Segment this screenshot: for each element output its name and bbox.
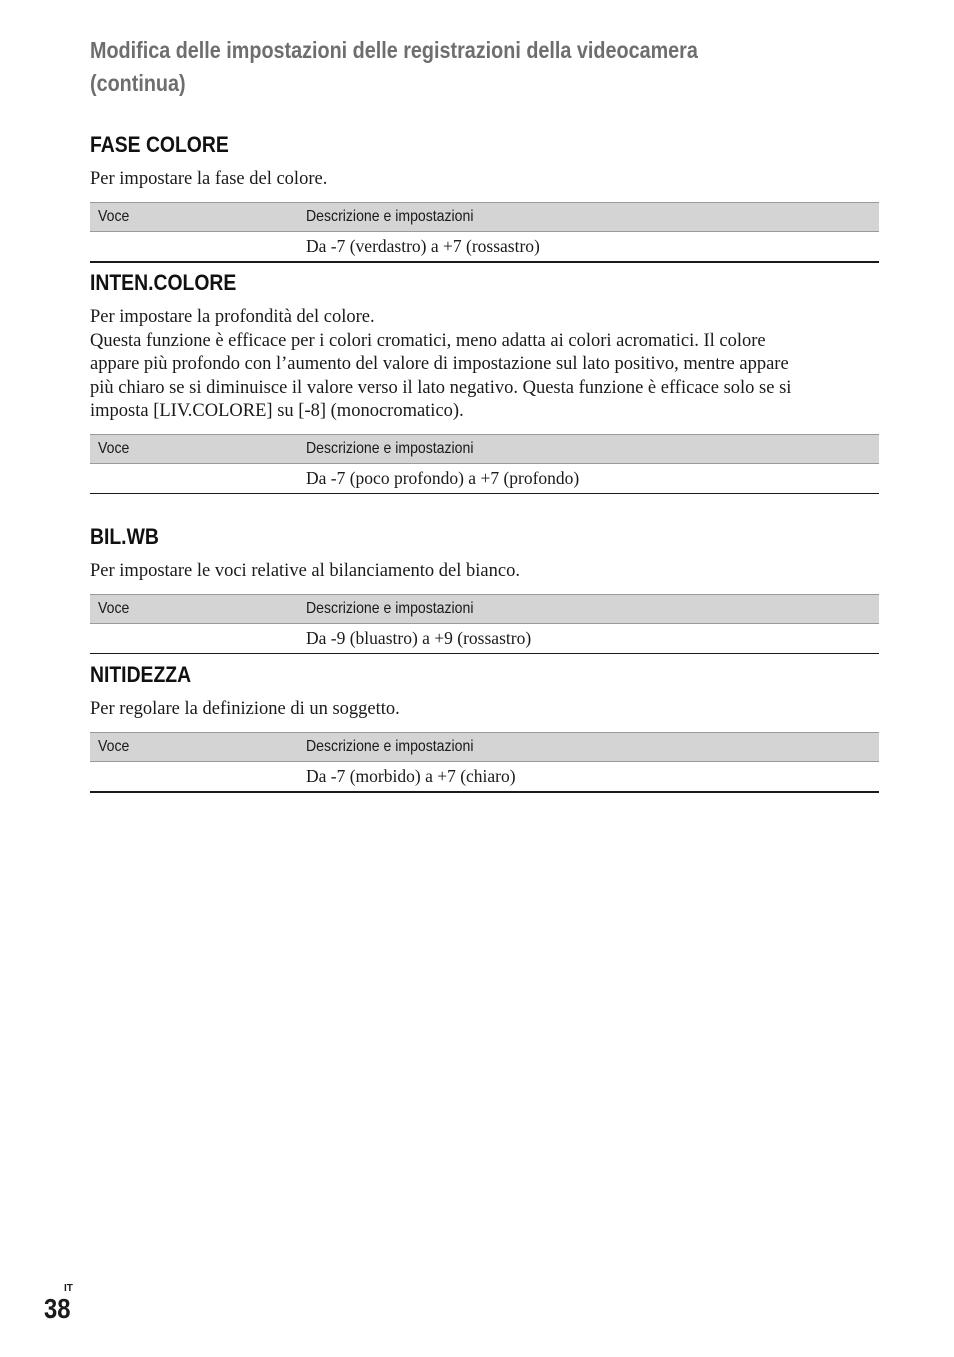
header-descrizione: Descrizione e impostazioni <box>298 202 879 231</box>
section-fase-colore <box>90 132 879 263</box>
header-descrizione: Descrizione e impostazioni <box>298 434 879 463</box>
description-line: più chiaro se si diminuisce il valore verso il lato negativo. Questa funzione è efficace solo se si <box>90 377 792 398</box>
cell-voce <box>90 231 298 262</box>
header-voce: Voce <box>90 202 298 231</box>
settings-table <box>90 202 879 263</box>
table-header-row <box>90 594 879 623</box>
cell-voce <box>90 623 298 653</box>
section-heading: BIL.WB <box>90 524 159 549</box>
header-voce: Voce <box>90 732 298 761</box>
section-heading: FASE COLORE <box>90 132 229 157</box>
section-heading: INTEN.COLORE <box>90 270 237 295</box>
table-header-row <box>90 202 879 231</box>
page-title-line-2: (continua) <box>90 70 186 96</box>
description-line: imposta [LIV.COLORE] su [-8] (monocromatico). <box>90 401 464 421</box>
cell-descrizione: Da -7 (verdastro) a +7 (rossastro) <box>298 231 879 262</box>
description-line: Per regolare la definizione di un soggetto. <box>90 699 400 719</box>
cell-descrizione: Da -9 (bluastro) a +9 (rossastro) <box>298 623 879 653</box>
table-row <box>90 623 879 653</box>
section-inten-colore <box>90 270 879 494</box>
section-description <box>90 560 879 584</box>
settings-table <box>90 732 879 793</box>
table-header-row <box>90 732 879 761</box>
cell-voce <box>90 761 298 792</box>
settings-table <box>90 594 879 654</box>
section-description <box>90 306 879 424</box>
section-description <box>90 168 879 192</box>
header-descrizione: Descrizione e impostazioni <box>298 594 879 623</box>
description-line: appare più profondo con l’aumento del valore di impostazione sul lato positivo, mentre appare <box>90 354 789 374</box>
description-line: Questa funzione è efficace per i colori cromatici, meno adatta ai colori acromatici. Il colore <box>90 330 766 351</box>
section-nitidezza <box>90 662 879 793</box>
description-line: Per impostare le voci relative al bilanciamento del bianco. <box>90 561 520 581</box>
description-line: Per impostare la fase del colore. <box>90 169 328 189</box>
section-description <box>90 698 879 722</box>
cell-descrizione: Da -7 (poco profondo) a +7 (profondo) <box>298 463 879 493</box>
header-voce: Voce <box>90 594 298 623</box>
section-heading: NITIDEZZA <box>90 662 192 687</box>
page-language-code: IT <box>64 1283 73 1294</box>
section-bil-wb <box>90 524 879 654</box>
settings-table <box>90 434 879 494</box>
cell-voce <box>90 463 298 493</box>
header-voce: Voce <box>90 434 298 463</box>
page-title-line-1: Modifica delle impostazioni delle registrazioni della videocamera <box>90 37 698 63</box>
page-title <box>90 34 778 100</box>
table-row <box>90 231 879 262</box>
table-row <box>90 761 879 792</box>
table-row <box>90 463 879 493</box>
table-header-row <box>90 434 879 463</box>
cell-descrizione: Da -7 (morbido) a +7 (chiaro) <box>298 761 879 792</box>
header-descrizione: Descrizione e impostazioni <box>298 732 879 761</box>
description-line: Per impostare la profondità del colore. <box>90 307 375 327</box>
page-number: 38 <box>44 1293 71 1324</box>
